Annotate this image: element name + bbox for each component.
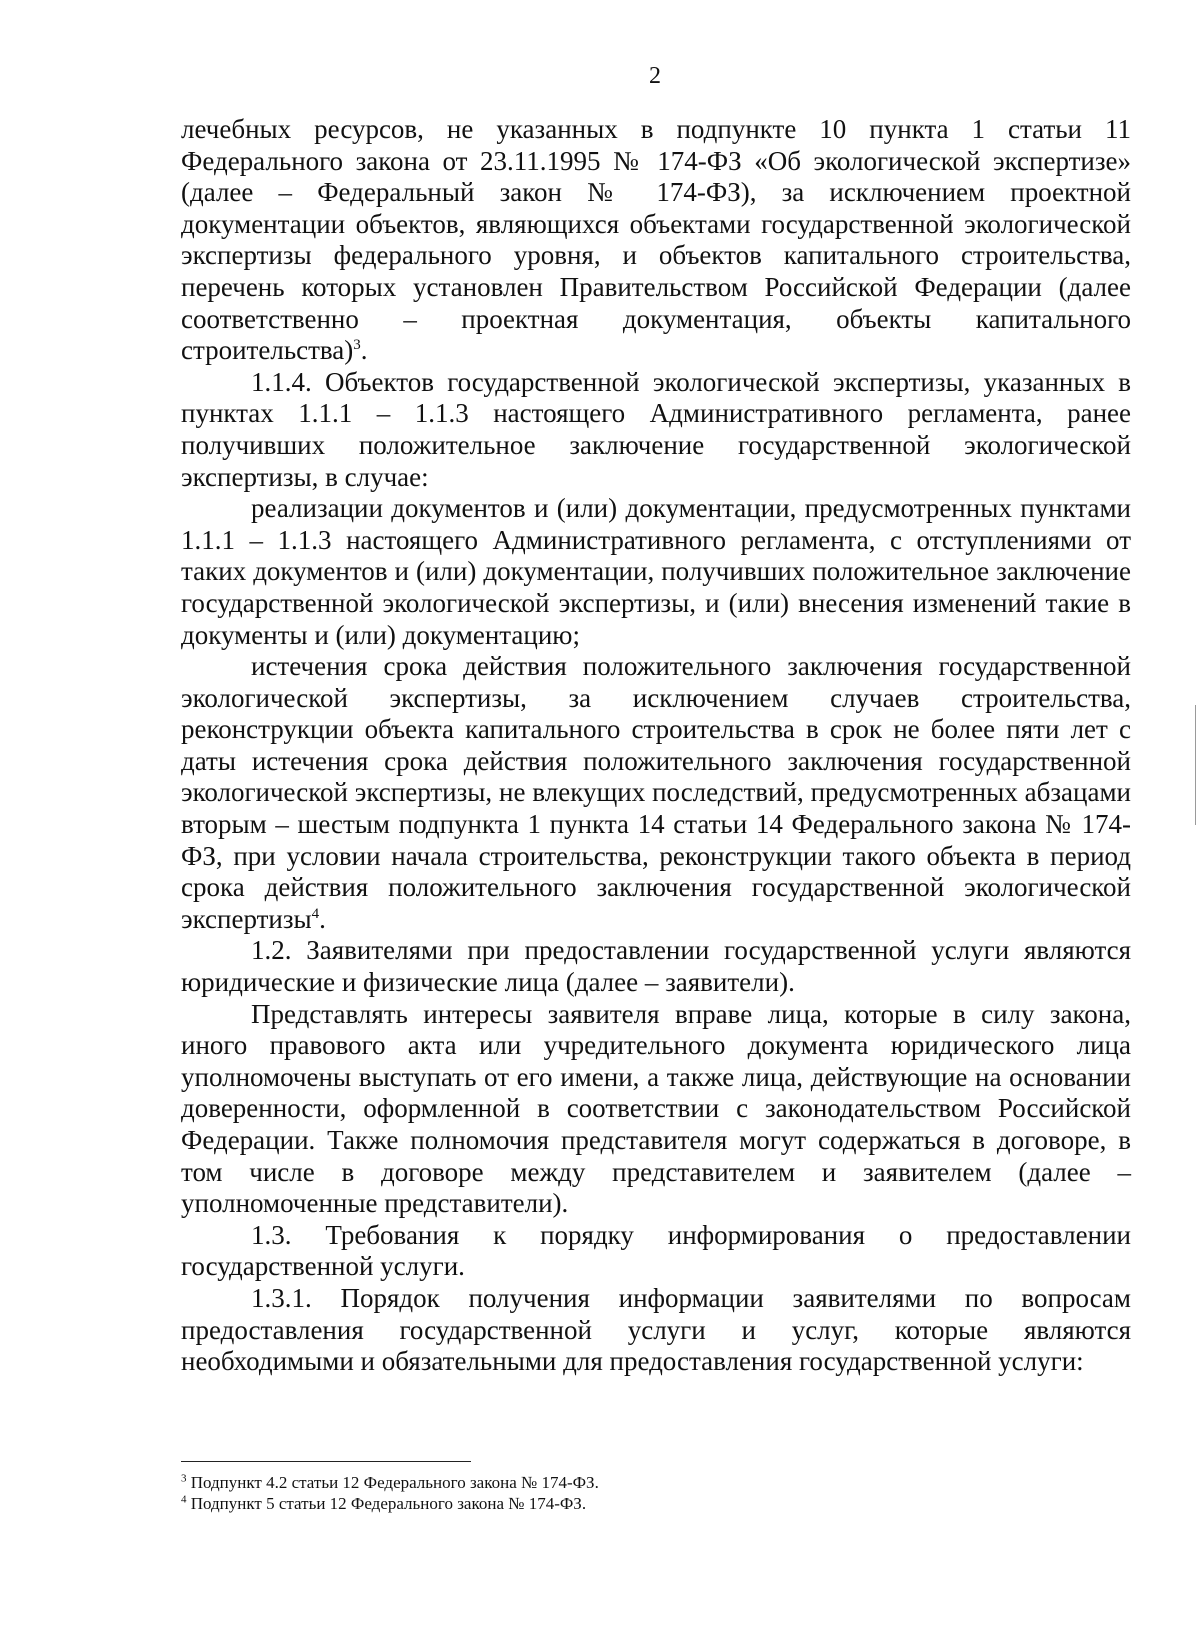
paragraph-1-3-1: 1.3.1. Порядок получения информации заявителями по вопросам предоставления государственной услуги и услуг, которые являются необходимыми и обязательными для предоставления государственной услуги: bbox=[181, 1282, 1131, 1377]
paragraph-expiration: истечения срока действия положительного заключения государственной экологической экспертизы, за исключением случаев строительства, реконструкции объекта капитального строительства в срок не более пяти лет с даты истечения срока действия положительного заключения государственной экологической экспертизы, не влекущих последствий, предусмотренных абзацами вторым – шестым подпункта 1 пункта 14 статьи 14 Федерального закона № 174-ФЗ, при условии начала строительства, реконструкции такого объекта в период срока действия положительного заключения государственной экологической экспертизы$^4$. bbox=[181, 651, 1131, 934]
paragraph-realization: реализации документов и (или) документации, предусмотренных пунктами 1.1.1 – 1.1.3 настоящего Административного регламента, с отступлениями от таких документов и (или) документации, получивших положительное заключение государственной экологической экспертизы, и (или) внесения изменений такие в документы и (или) документацию; bbox=[181, 493, 1131, 650]
footnote-divider bbox=[181, 1461, 471, 1462]
footnote-ref-4: 4 bbox=[311, 905, 320, 922]
footnote-3: $^3$ Подпункт 4.2 статьи 12 Федерального закона № 174-ФЗ. bbox=[181, 1472, 599, 1492]
footnote-ref-3: 3 bbox=[353, 337, 361, 354]
paragraph-1-3: 1.3. Требования к порядку информирования о предоставлении государственной услуги. bbox=[181, 1219, 1131, 1282]
paragraph-1-1-4: 1.1.4. Объектов государственной экологической экспертизы, указанных в пунктах 1.1.1 – 1.1.3 настоящего Административного регламента, ранее получивших положительное заключение государственной экологической экспертизы, в случае: bbox=[181, 366, 1131, 492]
footnote-4: $^4$ Подпункт 5 статьи 12 Федерального закона № 174-ФЗ. bbox=[181, 1493, 587, 1513]
paragraph-representatives: Представлять интересы заявителя вправе лица, которые в силу закона, иного правового акта или учредительного документа юридического лица уполномочены выступать от его имени, а также лица, действующие на основании доверенности, оформленной в соответствии с законодательством Российской Федерации. Также полномочия представителя могут содержаться в договоре, в том числе в договоре между представителем и заявителем (далее – уполномоченные представители). bbox=[181, 998, 1131, 1219]
page-number: 2 bbox=[649, 63, 661, 89]
main-text bbox=[181, 114, 1131, 1378]
paragraph-1-2: 1.2. Заявителями при предоставлении государственной услуги являются юридические и физические лица (далее – заявители). bbox=[181, 935, 1131, 998]
footnotes bbox=[181, 1472, 1081, 1514]
paragraph-continuation: лечебных ресурсов, не указанных в подпункте 10 пункта 1 статьи 11 Федерального закона от 23.11.1995 № 174-ФЗ «Об экологической экспертизе» (далее – Федеральный закон № 174-ФЗ), за исключением проектной документации объектов, являющихся объектами государственной экологической экспертизы федерального уровня, и объектов капитального строительства, перечень которых установлен Правительством Российской Федерации (далее соответственно – проектная документация, объекты капитального строительства)$^3$. bbox=[181, 114, 1131, 366]
scan-edge-mark bbox=[1195, 705, 1196, 825]
